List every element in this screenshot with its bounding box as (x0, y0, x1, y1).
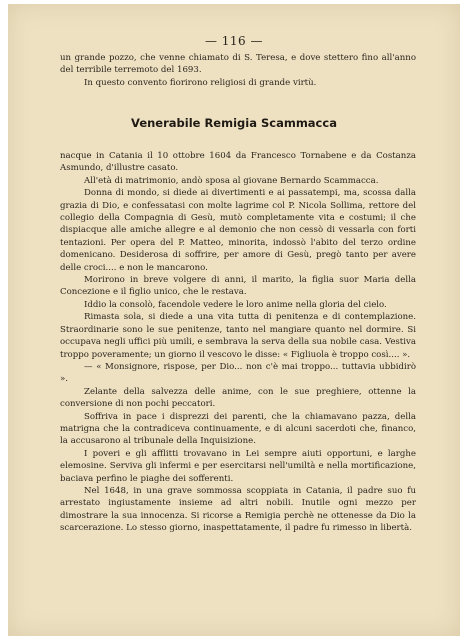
paragraph: Rimasta sola, si diede a una vita tutta di penitenza e di contemplazione. Straordinarie sono le sue penitenze, tanto nel mangiare quanto nel dormire. Si occupava negli uffici più umili, e sembrava la serva della sua nobile casa. Vestiva troppo poveramente; un giorno il vescovo le disse: « Figliuola è troppo così.... ». (60, 312, 416, 360)
paragraph: In questo convento fiorirono religiosi di grande virtù. (84, 77, 317, 88)
page-number: — 116 — (204, 34, 264, 48)
intro-text (60, 52, 416, 89)
paragraph: Nel 1648, in una grave sommossa scoppiata in Catania, il padre suo fu arrestato ingiustamente insieme ad altri nobili. Inutile ogni mezzo per dimostrare la sua innocenza. Si ricorse a Remigia perchè ne ottenesse da Dio la scarcerazione. Lo stesso giorno, inaspettatamente, il padre fu rimesso in libertà. (60, 485, 416, 534)
paragraph: I poveri e gli afflitti trovavano in Lei sempre aiuti opportuni, e larghe elemosine. Serviva gli infermi e per esercitarsi nell'umiltà e nella mortificazione, baciava perfino le piaghe dei sofferenti. (60, 448, 416, 484)
book-page (8, 4, 460, 636)
biography-text (60, 150, 416, 535)
section-heading: Venerabile Remigia Scammacca (131, 116, 337, 130)
paragraph: All'età di matrimonio, andò sposa al giovane Bernardo Scammacca. (84, 175, 379, 186)
paragraph: Zelante della salvezza delle anime, con le sue preghiere, ottenne la conversione di non pochi peccatori. (60, 386, 416, 410)
paragraph: — « Monsignore, rispose, per Dio... non c'è mai troppo... tuttavia ubbidirò ». (60, 361, 416, 385)
paragraph: un grande pozzo, che venne chiamato di S. Teresa, e dove stettero fino all'anno del terribile terremoto del 1693. (60, 53, 416, 76)
paragraph: Soffriva in pace i disprezzi dei parenti, che la chiamavano pazza, della matrigna che la contradiceva continuamente, e di alcuni sacerdoti che, financo, la accusarono al tribunale della Inquisizione. (60, 411, 416, 447)
paragraph: Iddio la consolò, facendole vedere le loro anime nella gloria del cielo. (84, 299, 387, 310)
paragraph: Donna di mondo, si diede ai divertimenti e ai passatempi, ma, scossa dalla grazia di Dio, e confessatasi con molte lagrime col P. Nicola Sollima, rettore del collegio della Compagnia di Gesù, mutò completamente vita e costumi; il che dispiacque alle amiche allegre e al demonio che non cessò di vessarla con forti tentazioni. Per opera del P. Matteo, minorita, indossò l'abito del terzo ordine domenicano. Desiderosa di soffrire, per amore di Gesù, pregò tanto per avere delle croci.... e non le mancarono. (60, 188, 416, 273)
paragraph: Morirono in breve volgere di anni, il marito, la figlia suor Maria della Concezione e il figlio unico, che le restava. (60, 275, 416, 298)
paragraph: nacque in Catania il 10 ottobre 1604 da Francesco Tornabene e da Costanza Asmundo, d'illustre casato. (60, 151, 416, 174)
